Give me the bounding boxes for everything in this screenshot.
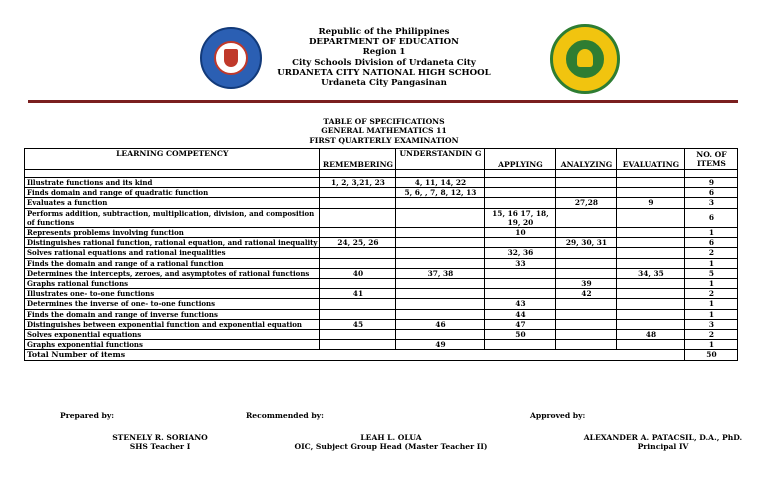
applying-cell: 47	[485, 319, 556, 329]
column-header-analyzing: ANALYZING	[556, 149, 617, 170]
competency-cell: Performs addition, subtraction, multiplication, division, and composition of functions	[25, 208, 320, 227]
table-row	[25, 238, 738, 248]
table-row	[25, 208, 738, 227]
analyzing-cell: 39	[556, 279, 617, 289]
analyzing-cell: 29, 30, 31	[556, 238, 617, 248]
items-cell: 3	[685, 198, 738, 208]
items-cell: 9	[685, 178, 738, 188]
total-value: 50	[685, 350, 738, 360]
items-cell: 1	[685, 228, 738, 238]
header-line: Region 1	[362, 47, 406, 58]
competency-cell: Determines the inverse of one- to-one functions	[25, 299, 320, 309]
approved-by-name: ALEXANDER A. PATACSIL, D.A., PhD.	[583, 433, 743, 442]
title-line-2: GENERAL MATHEMATICS 11	[321, 126, 447, 136]
remembering-cell	[320, 258, 396, 268]
understanding-cell	[396, 258, 485, 268]
table-row	[25, 279, 738, 289]
remembering-cell	[320, 188, 396, 198]
column-header-applying: APPLYING	[485, 149, 556, 170]
analyzing-cell: 27,28	[556, 198, 617, 208]
analyzing-cell	[556, 188, 617, 198]
competency-cell: Solves rational equations and rational inequalities	[25, 248, 320, 258]
evaluating-cell: 9	[617, 198, 685, 208]
items-cell: 1	[685, 279, 738, 289]
column-header-items: NO. OF ITEMS	[685, 149, 738, 170]
items-cell: 6	[685, 238, 738, 248]
analyzing-cell	[556, 208, 617, 227]
understanding-cell: 5, 6, , 7, 8, 12, 13	[396, 188, 485, 198]
items-cell: 2	[685, 289, 738, 299]
analyzing-cell	[556, 228, 617, 238]
analyzing-cell	[556, 340, 617, 350]
deped-seal-icon	[200, 27, 262, 89]
applying-cell	[485, 178, 556, 188]
evaluating-cell	[617, 299, 685, 309]
approved-by-block	[568, 433, 758, 451]
table-row	[25, 268, 738, 278]
remembering-cell	[320, 340, 396, 350]
analyzing-cell: 42	[556, 289, 617, 299]
header-line: DEPARTMENT OF EDUCATION	[308, 37, 460, 48]
competency-cell: Illustrate functions and its kind	[25, 178, 320, 188]
specifications-table	[24, 148, 738, 361]
competency-cell: Illustrates one- to-one functions	[25, 289, 320, 299]
evaluating-cell	[617, 188, 685, 198]
table-row	[25, 330, 738, 340]
approved-by-label: Approved by:	[530, 411, 586, 420]
evaluating-cell	[617, 208, 685, 227]
evaluating-cell	[617, 289, 685, 299]
applying-cell	[485, 238, 556, 248]
table-row	[25, 248, 738, 258]
evaluating-cell	[617, 279, 685, 289]
title-line-1: TABLE OF SPECIFICATIONS	[323, 117, 445, 126]
applying-cell	[485, 198, 556, 208]
understanding-cell: 46	[396, 319, 485, 329]
understanding-cell	[396, 198, 485, 208]
recommended-by-title: OIC, Subject Group Head (Master Teacher II)	[294, 442, 488, 451]
evaluating-cell: 48	[617, 330, 685, 340]
remembering-cell	[320, 299, 396, 309]
recommended-by-block	[276, 433, 506, 451]
remembering-cell	[320, 248, 396, 258]
remembering-cell: 41	[320, 289, 396, 299]
understanding-cell: 49	[396, 340, 485, 350]
column-header-evaluating: EVALUATING	[617, 149, 685, 170]
applying-cell: 44	[485, 309, 556, 319]
competency-cell: Represents problems involving function	[25, 228, 320, 238]
table-row	[25, 340, 738, 350]
items-cell: 2	[685, 248, 738, 258]
understanding-cell	[396, 248, 485, 258]
analyzing-cell	[556, 330, 617, 340]
items-cell: 3	[685, 319, 738, 329]
items-cell: 1	[685, 309, 738, 319]
competency-cell: Solves exponential equations	[25, 330, 320, 340]
evaluating-cell	[617, 340, 685, 350]
items-cell: 6	[685, 188, 738, 198]
competency-cell: Finds the domain and range of a rational function	[25, 258, 320, 268]
remembering-cell	[320, 309, 396, 319]
understanding-cell	[396, 289, 485, 299]
school-seal-icon	[550, 24, 620, 94]
table-row	[25, 178, 738, 188]
remembering-cell	[320, 279, 396, 289]
understanding-cell	[396, 309, 485, 319]
evaluating-cell	[617, 178, 685, 188]
competency-cell: Distinguishes rational function, rational equation, and rational inequality	[25, 238, 320, 248]
table-row	[25, 188, 738, 198]
understanding-cell	[396, 299, 485, 309]
header-line: URDANETA CITY NATIONAL HIGH SCHOOL	[277, 67, 491, 78]
recommended-by-label: Recommended by:	[246, 411, 324, 420]
table-row	[25, 228, 738, 238]
understanding-cell	[396, 208, 485, 227]
prepared-by-block	[80, 433, 240, 451]
analyzing-cell	[556, 319, 617, 329]
items-cell: 1	[685, 258, 738, 268]
total-label: Total Number of items	[25, 350, 685, 360]
remembering-cell	[320, 208, 396, 227]
table-row	[25, 299, 738, 309]
prepared-by-title: SHS Teacher I	[129, 442, 191, 451]
column-header-understanding: UNDERSTANDIN G	[396, 149, 485, 170]
evaluating-cell	[617, 238, 685, 248]
items-cell: 1	[685, 340, 738, 350]
understanding-cell: 37, 38	[396, 268, 485, 278]
applying-cell: 50	[485, 330, 556, 340]
table-row	[25, 258, 738, 268]
column-header-remembering: REMEMBERING	[320, 149, 396, 170]
applying-cell	[485, 289, 556, 299]
understanding-cell: 4, 11, 14, 22	[396, 178, 485, 188]
analyzing-cell	[556, 258, 617, 268]
analyzing-cell	[556, 178, 617, 188]
applying-cell: 33	[485, 258, 556, 268]
analyzing-cell	[556, 299, 617, 309]
competency-cell: Graphs rational functions	[25, 279, 320, 289]
applying-cell	[485, 188, 556, 198]
total-row	[25, 350, 738, 360]
remembering-cell: 24, 25, 26	[320, 238, 396, 248]
applying-cell: 10	[485, 228, 556, 238]
items-cell: 1	[685, 299, 738, 309]
document-title	[0, 117, 768, 145]
understanding-cell	[396, 238, 485, 248]
applying-cell: 15, 16 17, 18, 19, 20	[485, 208, 556, 227]
table-row	[25, 289, 738, 299]
applying-cell	[485, 340, 556, 350]
remembering-cell	[320, 198, 396, 208]
table-row	[25, 198, 738, 208]
table-row	[25, 309, 738, 319]
header-line: City Schools Division of Urdaneta City	[292, 57, 476, 68]
understanding-cell	[396, 330, 485, 340]
remembering-cell: 40	[320, 268, 396, 278]
evaluating-cell: 34, 35	[617, 268, 685, 278]
evaluating-cell	[617, 248, 685, 258]
title-line-3: FIRST QUARTERLY EXAMINATION	[309, 135, 459, 145]
remembering-cell	[320, 228, 396, 238]
header-line: Urdaneta City Pangasinan	[321, 78, 447, 89]
approved-by-title: Principal IV	[637, 442, 689, 451]
applying-cell: 43	[485, 299, 556, 309]
analyzing-cell	[556, 268, 617, 278]
column-header-competency: LEARNING COMPETENCY	[25, 149, 320, 170]
header-text	[270, 27, 498, 88]
evaluating-cell	[617, 309, 685, 319]
competency-cell: Finds domain and range of quadratic function	[25, 188, 320, 198]
prepared-by-name: STENELY R. SORIANO	[112, 433, 208, 442]
evaluating-cell	[617, 319, 685, 329]
remembering-cell	[320, 330, 396, 340]
evaluating-cell	[617, 258, 685, 268]
competency-cell: Determines the intercepts, zeroes, and asymptotes of rational functions	[25, 268, 320, 278]
items-cell: 5	[685, 268, 738, 278]
header-divider	[28, 100, 738, 103]
table-header-row	[25, 149, 738, 170]
understanding-cell	[396, 279, 485, 289]
competency-cell: Graphs exponential functions	[25, 340, 320, 350]
competency-cell: Distinguishes between exponential function and exponential equation	[25, 319, 320, 329]
applying-cell: 32, 36	[485, 248, 556, 258]
competency-cell: Finds the domain and range of inverse functions	[25, 309, 320, 319]
understanding-cell	[396, 228, 485, 238]
prepared-by-label: Prepared by:	[60, 411, 115, 420]
remembering-cell: 45	[320, 319, 396, 329]
document-header	[0, 22, 768, 104]
competency-cell: Evaluates a function	[25, 198, 320, 208]
table-row	[25, 319, 738, 329]
applying-cell	[485, 279, 556, 289]
analyzing-cell	[556, 309, 617, 319]
applying-cell	[485, 268, 556, 278]
header-line: Republic of the Philippines	[318, 27, 450, 37]
remembering-cell: 1, 2, 3,21, 23	[320, 178, 396, 188]
items-cell: 6	[685, 208, 738, 227]
recommended-by-name: LEAH L. OLUA	[360, 433, 422, 442]
items-cell: 2	[685, 330, 738, 340]
table-spacer-row	[25, 170, 738, 178]
evaluating-cell	[617, 228, 685, 238]
analyzing-cell	[556, 248, 617, 258]
